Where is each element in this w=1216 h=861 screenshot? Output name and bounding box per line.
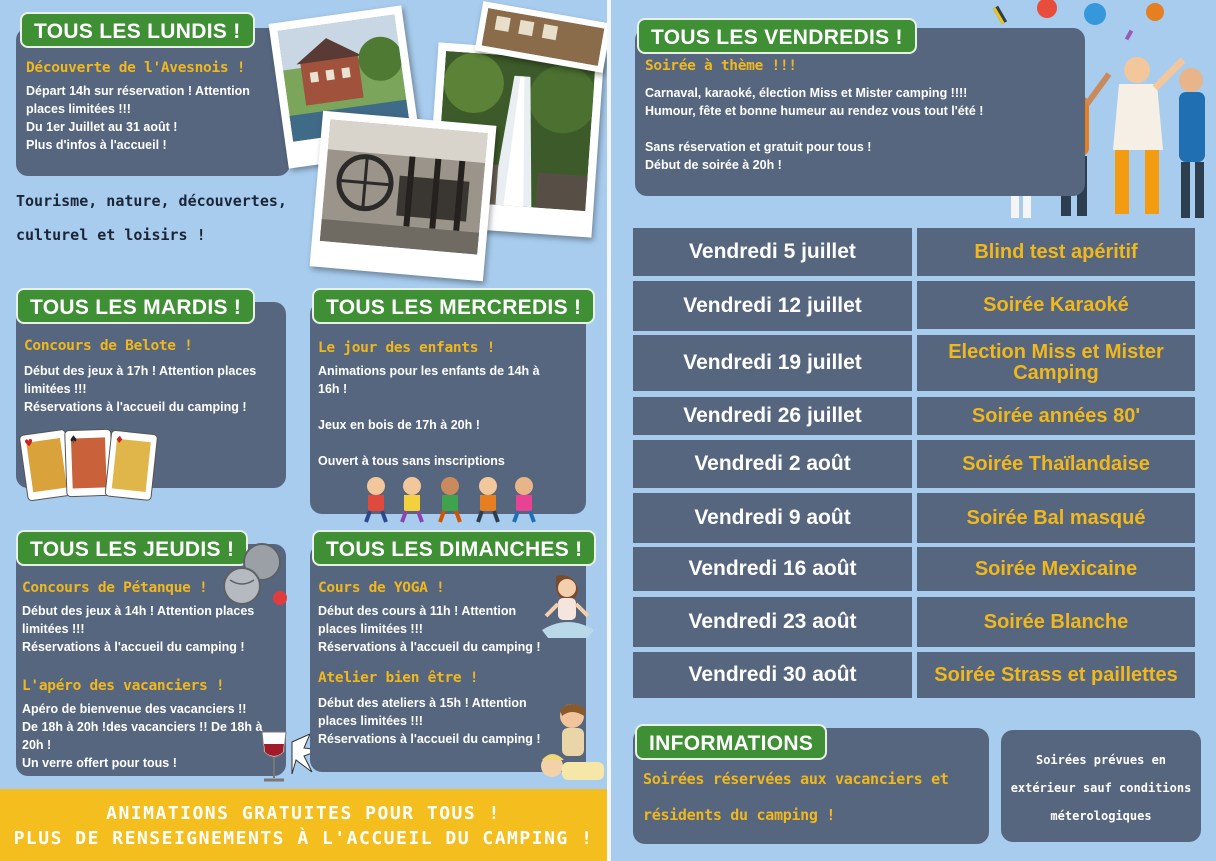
machinery-photo	[310, 111, 497, 282]
schedule-event: Election Miss et Mister Camping	[917, 335, 1195, 391]
schedule-date: Vendredi 12 juillet	[633, 281, 912, 331]
footer-banner	[0, 789, 607, 861]
petanque-balls-icon	[220, 540, 292, 610]
mardi-line: Début des jeux à 17h ! Attention places	[24, 364, 257, 378]
info-title: INFORMATIONS	[635, 724, 827, 760]
mercredi-line: Animations pour les enfants de 14h à	[318, 364, 540, 378]
dimanche-line2: Réservations à l'accueil du camping !	[318, 732, 541, 746]
mercredi-line: Ouvert à tous sans inscriptions	[318, 454, 505, 468]
weather-note-line: méterologiques	[1050, 809, 1152, 823]
dimanche-line: Réservations à l'accueil du camping !	[318, 640, 541, 654]
vendredi-line: Sans réservation et gratuit pour tous !	[645, 140, 872, 154]
schedule-event: Soirée Karaoké	[917, 281, 1195, 329]
schedule-date: Vendredi 2 août	[633, 440, 912, 488]
jeudi-line: Réservations à l'accueil du camping !	[22, 640, 245, 654]
dimanche-line: Début des cours à 11h ! Attention	[318, 604, 517, 618]
jeudi-line2: De 18h à 20h !des vacanciers !! De 18h à	[22, 720, 263, 734]
lundi-line: Du 1er Juillet au 31 août !	[26, 120, 178, 134]
dimanche-line2: places limitées !!!	[318, 714, 423, 728]
weather-note-line: Soirées prévues en	[1035, 753, 1167, 767]
right-panel	[611, 0, 1216, 861]
mardi-text	[24, 362, 284, 416]
dimanche-subtitle: Cours de YOGA !	[318, 580, 445, 596]
svg-text:♥: ♥	[23, 437, 35, 450]
jeudi-title: TOUS LES JEUDIS !	[16, 530, 248, 566]
yoga-person-icon	[538, 574, 598, 642]
mercredi-text	[318, 362, 580, 470]
mercredi-title: TOUS LES MERCREDIS !	[312, 288, 595, 324]
jeudi-line2: 20h !	[22, 738, 52, 752]
vendredi-line	[645, 120, 1081, 138]
schedule-event: Soirée Strass et paillettes	[917, 652, 1195, 698]
schedule-event: Soirée Blanche	[917, 597, 1195, 647]
mercredi-line: 16h !	[318, 382, 348, 396]
mardi-line: limitées !!!	[24, 382, 87, 396]
schedule-date: Vendredi 16 août	[633, 547, 912, 591]
lundi-line: places limitées !!!	[26, 102, 131, 116]
children-icon	[358, 474, 544, 524]
mercredi-line	[318, 398, 580, 416]
schedule-event: Soirée Mexicaine	[917, 547, 1195, 591]
vendredi-line: Début de soirée à 20h !	[645, 158, 782, 172]
lundi-line: Plus d'infos à l'accueil !	[26, 138, 167, 152]
weather-note-line: extérieur sauf conditions	[1010, 781, 1192, 795]
dimanche-title: TOUS LES DIMANCHES !	[312, 530, 596, 566]
massage-icon	[532, 700, 607, 789]
vendredi-title: TOUS LES VENDREDIS !	[637, 18, 917, 54]
vendredi-text	[645, 84, 1081, 174]
tourism-line: Tourisme, nature, découvertes,	[16, 192, 287, 210]
mardi-subtitle: Concours de Belote !	[24, 338, 193, 354]
info-line: résidents du camping !	[643, 806, 836, 824]
tourism-text	[16, 184, 287, 252]
left-panel	[0, 0, 607, 861]
dimanche-subtitle2: Atelier bien être !	[318, 670, 479, 686]
svg-text:♠: ♠	[68, 434, 79, 446]
jeudi-line: Début des jeux à 14h ! Attention places	[22, 604, 255, 618]
playing-cards-icon	[18, 424, 178, 512]
schedule-event: Blind test apéritif	[917, 228, 1195, 276]
dimanche-line2: Début des ateliers à 15h ! Attention	[318, 696, 527, 710]
schedule-event: Soirée Thaïlandaise	[917, 440, 1195, 488]
svg-text:♦: ♦	[114, 434, 125, 447]
jeudi-subtitle2: L'apéro des vacanciers !	[22, 678, 225, 694]
mercredi-line	[318, 434, 580, 452]
mardi-title: TOUS LES MARDIS !	[16, 288, 255, 324]
vendredi-subtitle: Soirée à thème !!!	[645, 58, 797, 74]
mercredi-subtitle: Le jour des enfants !	[318, 340, 496, 356]
schedule-date: Vendredi 9 août	[633, 493, 912, 543]
jeudi-line: limitées !!!	[22, 622, 85, 636]
jeudi-subtitle: Concours de Pétanque !	[22, 580, 208, 596]
footer-line: ANIMATIONS GRATUITES POUR TOUS !	[106, 803, 501, 824]
mardi-line: Réservations à l'accueil du camping !	[24, 400, 247, 414]
lundi-text	[26, 82, 286, 154]
schedule-date: Vendredi 23 août	[633, 597, 912, 647]
jeudi-text	[22, 602, 284, 656]
footer-line: PLUS DE RENSEIGNEMENTS À L'ACCUEIL DU CAMPING !	[13, 828, 594, 849]
lundi-box	[16, 28, 290, 176]
weather-note-box	[1001, 730, 1201, 842]
schedule-event: Soirée années 80'	[917, 397, 1195, 435]
dimanche-line: places limitées !!!	[318, 622, 423, 636]
schedule-date: Vendredi 26 juillet	[633, 397, 912, 435]
lundi-subtitle: Découverte de l'Avesnois !	[26, 60, 246, 76]
jeudi-line2: Apéro de bienvenue des vacanciers !!	[22, 702, 247, 716]
schedule-date: Vendredi 19 juillet	[633, 335, 912, 391]
schedule-event: Soirée Bal masqué	[917, 493, 1195, 543]
vendredi-line: Carnaval, karaoké, élection Miss et Mister camping !!!!	[645, 86, 968, 100]
mercredi-line: Jeux en bois de 17h à 20h !	[318, 418, 480, 432]
lundi-line: Départ 14h sur réservation ! Attention	[26, 84, 250, 98]
info-line: Soirées réservées aux vacanciers et	[643, 770, 949, 788]
tourism-line: culturel et loisirs !	[16, 226, 206, 244]
schedule-date: Vendredi 5 juillet	[633, 228, 912, 276]
vendredi-line: Humour, fête et bonne humeur au rendez vous tout l'été !	[645, 104, 984, 118]
schedule-date: Vendredi 30 août	[633, 652, 912, 698]
lundi-title: TOUS LES LUNDIS !	[20, 12, 255, 48]
jeudi-line2: Un verre offert pour tous !	[22, 756, 177, 770]
jeudi-text2	[22, 700, 284, 772]
